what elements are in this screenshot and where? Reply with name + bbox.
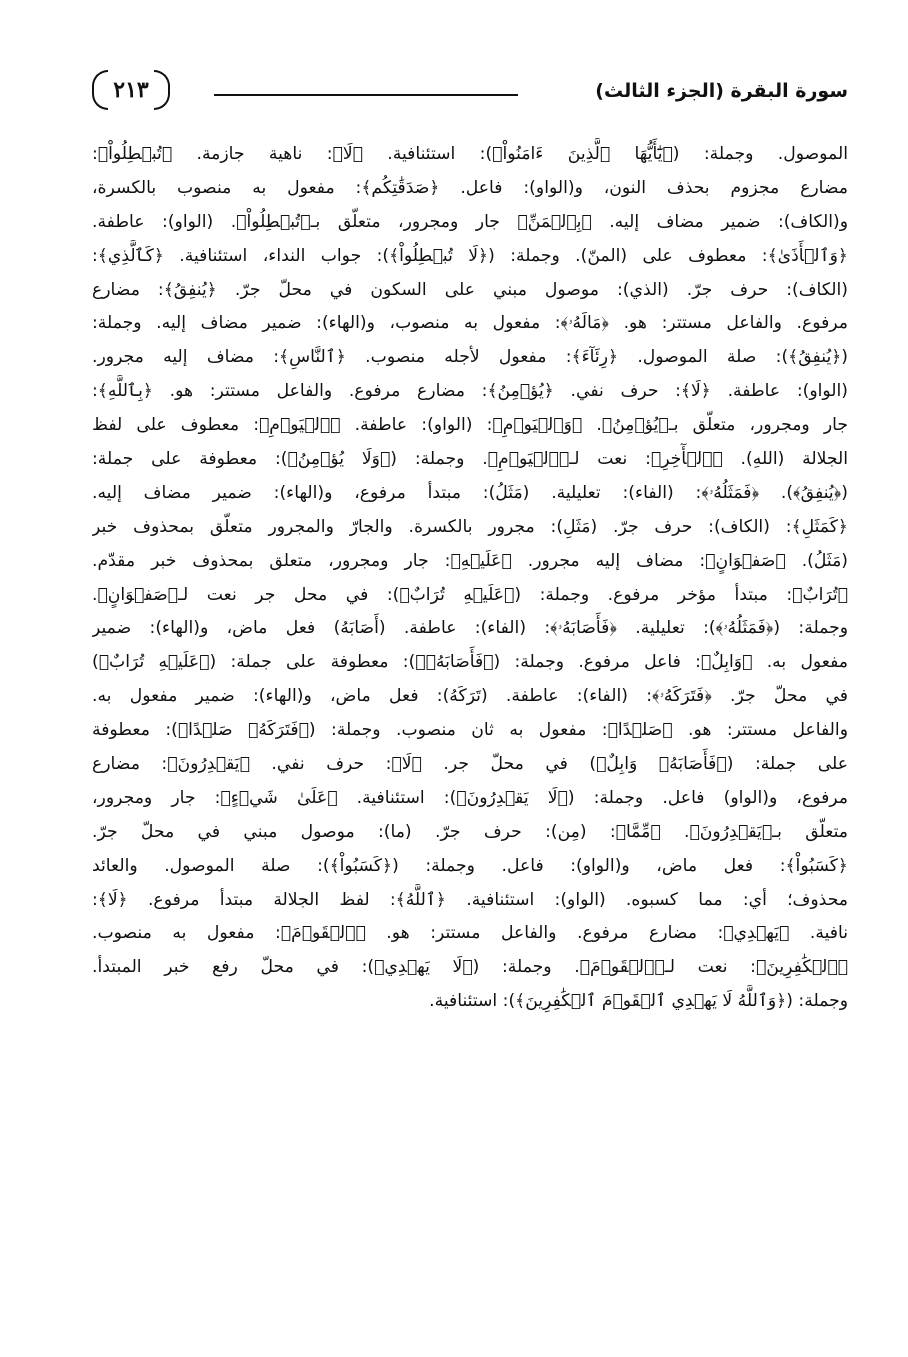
page-header: [92, 66, 848, 116]
text-line: وجملة: (﴿فَمَثَلُهُۥ﴾): تعليلية. ﴿فَأَصَابَهُۥ﴾: (الفاء): عاطفة. (أَصَابَهُ) فعل ماض، و(الهاء): ضمير: [92, 618, 848, 639]
page-number-text: ٢١٣: [113, 77, 149, 103]
text-line: (الواو): عاطفة. ﴿لَا﴾: حرف نفي. ﴿يُؤۡمِنُ﴾: مضارع مرفوع. والفاعل مستتر: هو. ﴿بِٱللَّهِ﴾:: [92, 381, 848, 402]
text-line: ﴿تُرَابٌ﴾: مبتدأ مؤخر مرفوع. وجملة: (﴿عَلَيۡهِ تُرَابٌ﴾): في محل جر نعت لـ﴿صَفۡوَانٍ﴾.: [92, 584, 848, 605]
text-line: متعلّق بـ﴿يَقۡدِرُونَ﴾. ﴿مِّمَّا﴾: (مِن): حرف جرّ. (ما): موصول مبني في محلّ جرّ.: [92, 821, 848, 842]
page-number-left-bracket: [92, 70, 108, 110]
text-line: (﴿يُنفِقُ﴾). ﴿فَمَثَلُهُۥ﴾: (الفاء): تعليلية. (مَثَلُ): مبتدأ مرفوع، و(الهاء): ضمير مضاف إليه.: [92, 482, 848, 503]
text-line: على جملة: (﴿فَأَصَابَهُۥ وَابِلٌ﴾) في محلّ جر. ﴿لَا﴾: حرف نفي. ﴿يَقۡدِرُونَ﴾: مضارع: [92, 754, 848, 775]
text-line: (الكاف): حرف جرّ. (الذي): موصول مبني على السكون في محلّ جرّ. ﴿يُنفِقُ﴾: مضارع: [92, 279, 848, 300]
text-line: مرفوع. والفاعل مستتر: هو. ﴿مَالَهُۥ﴾: مفعول به منصوب، و(الهاء): ضمير مضاف إليه. وجملة:: [92, 313, 848, 334]
text-line: و(الكاف): ضمير مضاف إليه. ﴿بِٱلۡمَنِّ﴾ جار ومجرور، متعلّق بـ﴿تُبۡطِلُواْ﴾. (الواو): عاطفة.: [92, 211, 848, 232]
text-line: جار ومجرور، متعلّق بـ﴿يُؤۡمِنُ﴾. ﴿وَٱلۡيَوۡمِ﴾: (الواو): عاطفة. ﴿ٱلۡيَوۡمِ﴾: معطوف على لفظ: [92, 415, 848, 436]
surah-title: سورة البقرة (الجزء الثالث): [595, 80, 848, 102]
page-number: [92, 70, 170, 110]
text-line-last: وجملة: (﴿وَٱللَّهُ لَا يَهۡدِي ٱلۡقَوۡمَ ٱلۡكَٰفِرِينَ﴾): استئنافية.: [429, 991, 848, 1012]
text-line: محذوف؛ أي: مما كسبوه. (الواو): استئنافية. ﴿ٱللَّهُ﴾: لفظ الجلالة مبتدأ مرفوع. ﴿لَا﴾:: [92, 889, 848, 910]
text-line: مفعول به. ﴿وَابِلٌ﴾: فاعل مرفوع. وجملة: (﴿فَأَصَابَهُۥ﴾): معطوفة على جملة: (﴿عَلَيۡهِ تُرَابٌ﴾): [92, 652, 848, 673]
text-line: والفاعل مستتر: هو. ﴿صَلۡدًا﴾: مفعول به ثان منصوب. وجملة: (﴿فَتَرَكَهُۥ صَلۡدًا﴾): معطوفة: [92, 720, 848, 741]
text-line: مضارع مجزوم بحذف النون، و(الواو): فاعل. ﴿صَدَقَٰتِكُم﴾: مفعول به منصوب بالكسرة،: [92, 177, 848, 198]
text-line: ﴿وَٱلۡأَذَىٰ﴾: معطوف على (المنّ). وجملة: (﴿لَا تُبۡطِلُواْ﴾): جواب النداء، استئنافية. ﴿كَٱلَّذِي﴾:: [92, 245, 848, 266]
text-line: (﴿يُنفِقُ﴾): صلة الموصول. ﴿رِئَآءَ﴾: مفعول لأجله منصوب. ﴿ٱلنَّاسِ﴾: مضاف إليه مجرور.: [92, 347, 848, 368]
text-line: ﴿كَسَبُواْ﴾: فعل ماض، و(الواو): فاعل. وجملة: (﴿كَسَبُواْ﴾): صلة الموصول. والعائد: [92, 855, 848, 876]
text-line: الموصول. وجملة: (﴿يَٰٓأَيُّهَا ٱلَّذِينَ ءَامَنُواْ﴾): استئنافية. ﴿لَا﴾: ناهية جازمة. ﴿تُبۡطِلُواْ﴾:: [92, 144, 848, 164]
page-number-right-bracket: [154, 70, 170, 110]
text-line: ﴿كَمَثَلِ﴾: (الكاف): حرف جرّ. (مَثَلِ): مجرور بالكسرة. والجارّ والمجرور متعلّق بمحذوف خبر: [92, 516, 848, 537]
header-rule: [214, 94, 518, 96]
body-text: [92, 138, 848, 1019]
text-line: في محلّ جرّ. ﴿فَتَرَكَهُۥ﴾: (الفاء): عاطفة. (تَرَكَهُ): فعل ماض، و(الهاء): ضمير مفعول به.: [92, 686, 848, 707]
text-line: (مَثَلُ). ﴿صَفۡوَانٍ﴾: مضاف إليه مجرور. ﴿عَلَيۡهِ﴾: جار ومجرور، متعلق بمحذوف خبر مقدّم.: [92, 550, 848, 571]
text-line: نافية. ﴿يَهۡدِي﴾: مضارع مرفوع. والفاعل مستتر: هو. ﴿ٱلۡقَوۡمَ﴾: مفعول به منصوب.: [92, 923, 848, 944]
text-line: مرفوع، و(الواو) فاعل. وجملة: (﴿لَا يَقۡدِرُونَ﴾): استئنافية. ﴿عَلَىٰ شَيۡءٍ﴾: جار ومجرور،: [92, 787, 848, 808]
text-line: الجلالة (اللهِ). ﴿ٱلۡأٓخِرِ﴾: نعت لـ﴿ٱلۡيَوۡمِ﴾. وجملة: (﴿وَلَا يُؤۡمِنُ﴾): معطوفة على جملة:: [92, 449, 848, 470]
text-line: ﴿ٱلۡكَٰفِرِينَ﴾: نعت لـ﴿ٱلۡقَوۡمَ﴾. وجملة: (﴿لَا يَهۡدِي﴾): في محلّ رفع خبر المبتدأ.: [92, 957, 848, 978]
